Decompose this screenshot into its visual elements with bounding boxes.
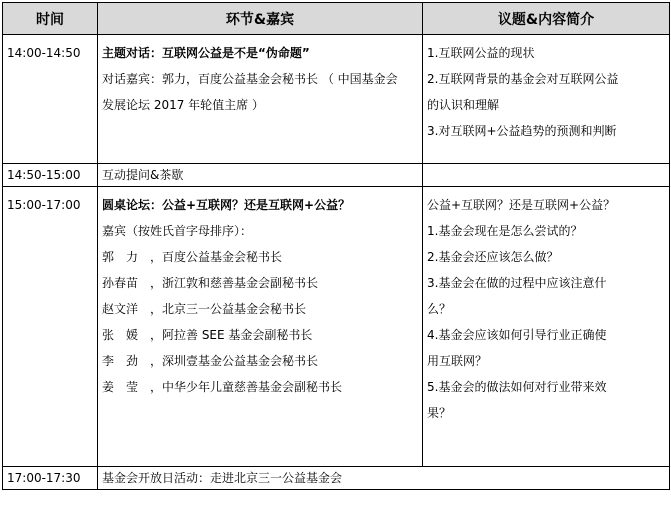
time-text: 14:00-14:50 [7,46,81,60]
topic-line: 用互联网？ [427,354,488,368]
segment-line: 互动提问&茶歇 [102,168,184,182]
segment-title: 圆桌论坛：公益+互联网？还是互联网+公益？ [102,198,351,212]
guest-entry [102,270,418,296]
segment-title: 主题对话：互联网公益是不是“伪命题” [102,46,310,60]
guest-name: 孙春苗 [102,276,139,290]
topic-line: 么？ [427,302,452,316]
topic-line: 4.基金会应该如何引导行业正确使 [427,328,607,342]
segment-line: 基金会开放日活动：走进北京三一公益基金会 [102,471,343,485]
segment-cell [98,467,670,490]
guest-name: 张 媛 [102,328,139,342]
guest-entry [102,322,418,348]
segment-line: 发展论坛 2017 年轮值主席 ） [102,98,264,112]
guest-desc: ，浙江敦和慈善基金会副秘书长 [150,276,319,290]
guest-desc: ，中华少年儿童慈善基金会副秘书长 [150,380,343,394]
topic-line: 3.对互联网+公益趋势的预测和判断 [427,124,617,138]
header-time: 时间 [3,3,98,35]
segment-cell [98,187,423,467]
guest-desc: ，深圳壹基金公益基金会秘书长 [150,354,319,368]
time-text: 15:00-17:00 [7,198,81,212]
table-row [3,187,670,467]
time-cell [3,467,98,490]
guest-desc: ，阿拉善 SEE 基金会副秘书长 [150,328,313,342]
header-segment: 环节&嘉宾 [98,3,423,35]
segment-cell [98,35,423,164]
topic-cell [423,164,670,187]
topic-line: 的认识和理解 [427,98,500,112]
guest-desc: ，北京三一公益基金会秘书长 [150,302,307,316]
table-row [3,164,670,187]
topic-line: 公益+互联网？还是互联网+公益？ [427,198,616,212]
topic-line: 果？ [427,406,452,420]
topic-line: 3.基金会在做的过程中应该注意什 [427,276,607,290]
topic-line: 5.基金会的做法如何对行业带来效 [427,380,607,394]
topic-line: 2.基金会还应该怎么做？ [427,250,559,264]
guest-name: 姜 莹 [102,380,139,394]
guest-entry [102,374,418,400]
guest-name: 李 劲 [102,354,139,368]
time-text: 17:00-17:30 [7,471,81,485]
segment-line: 对话嘉宾：郭力，百度公益基金会秘书长 （ 中国基金会 [102,72,398,86]
guest-entry [102,296,418,322]
guest-entry [102,348,418,374]
table-row [3,467,670,490]
guest-name: 赵文洋 [102,302,139,316]
agenda-table [2,2,670,490]
guests-intro: 嘉宾（按姓氏首字母排序）： [102,224,253,238]
time-cell [3,187,98,467]
segment-cell [98,164,423,187]
topic-line: 1.互联网公益的现状 [427,46,535,60]
table-row [3,35,670,164]
time-cell [3,164,98,187]
header-topic: 议题&内容简介 [423,3,670,35]
guest-desc: ，百度公益基金会秘书长 [150,250,283,264]
header-row [3,3,670,35]
guest-entry [102,244,418,270]
topic-cell [423,187,670,467]
topic-line: 1.基金会现在是怎么尝试的？ [427,224,583,238]
topic-cell [423,35,670,164]
time-text: 14:50-15:00 [7,168,81,182]
topic-line: 2.互联网背景的基金会对互联网公益 [427,72,619,86]
time-cell [3,35,98,164]
guest-name: 郭 力 [102,250,139,264]
